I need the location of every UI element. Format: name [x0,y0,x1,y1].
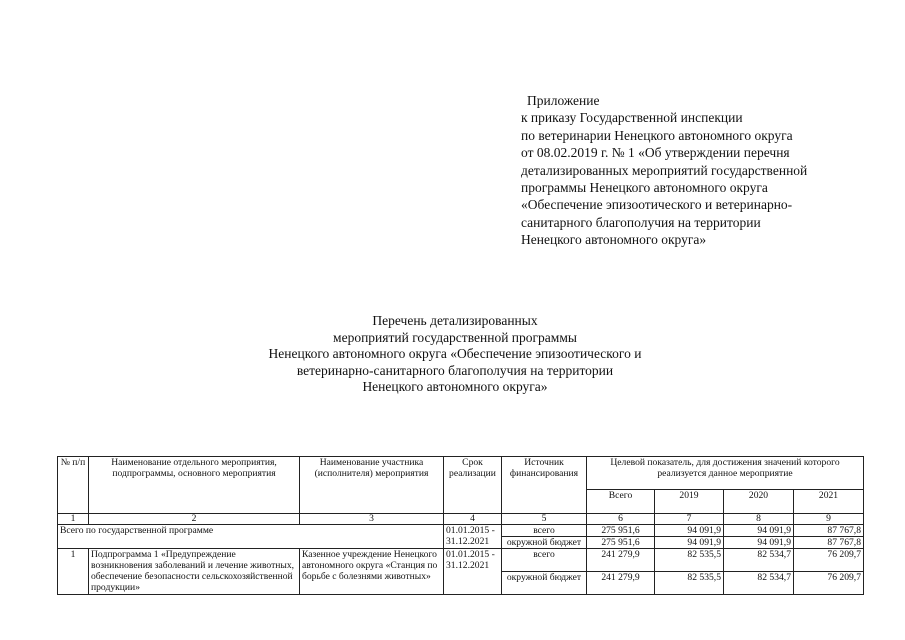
appendix-line: «Обеспечение эпизоотического и ветеринарно- [521,197,793,213]
header-period: Срок реализации [444,457,502,514]
sub1-value-sum: 241 279,9 [587,549,655,572]
total-period: 01.01.2015 - 31.12.2021 [444,525,502,549]
total-budget-sum: 275 951,6 [587,537,655,549]
appendix-line: по ветеринарии Ненецкого автономного округа [521,127,793,143]
sub1-budget-2020: 82 534,7 [724,572,794,595]
column-number: 2 [89,514,300,525]
title-line: мероприятий государственной программы [333,329,577,345]
column-number: 6 [587,514,655,525]
total-value-2021: 87 767,8 [794,525,864,537]
sub1-value-2020: 82 534,7 [724,549,794,572]
total-value-sum: 275 951,6 [587,525,655,537]
total-source-budget: окружной бюджет [502,537,587,549]
header-year-2020: 2020 [724,489,794,513]
column-number: 5 [502,514,587,525]
column-number: 3 [300,514,444,525]
sub1-budget-2019: 82 535,5 [655,572,724,595]
header-target: Целевой показатель, для достижения значений которого реализуется данное мероприятие [587,457,864,490]
column-number: 8 [724,514,794,525]
table-row-subprogram-1 [58,549,864,572]
total-source-all: всего [502,525,587,537]
header-source: Источник финансирования [502,457,587,514]
total-budget-2021: 87 767,8 [794,537,864,549]
sub1-participant: Казенное учреждение Ненецкого автономного округа «Станция по борьбе с болезнями животных» [300,549,444,595]
sub1-source-all: всего [502,549,587,572]
header-participant: Наименование участника (исполнителя) мероприятия [300,457,444,514]
total-value-2019: 94 091,9 [655,525,724,537]
document-title [240,313,670,396]
header-year-2019: 2019 [655,489,724,513]
title-line: Перечень детализированных [372,313,538,328]
column-numbers-row [58,514,864,525]
title-line: Ненецкого автономного округа «Обеспечение эпизоотического и [268,346,642,362]
appendix-block [521,92,861,249]
sub1-num: 1 [58,549,89,595]
appendix-line: санитарного благополучия на территории [521,214,761,230]
header-num: № п/п [58,457,89,514]
header-year-2021: 2021 [794,489,864,513]
total-label: Всего по государственной программе [58,525,444,549]
column-number: 1 [58,514,89,525]
appendix-line: Ненецкого автономного округа» [521,232,707,248]
appendix-line: к приказу Государственной инспекции [521,110,743,126]
header-name: Наименование отдельного мероприятия, подпрограммы, основного мероприятия [89,457,300,514]
column-number: 4 [444,514,502,525]
activities-table [57,456,864,595]
column-number: 7 [655,514,724,525]
appendix-line: Приложение [527,93,600,108]
sub1-name: Подпрограмма 1 «Предупреждение возникновения заболеваний и лечение животных, обеспечение безопасности сельскохозяйственной продукции» [89,549,300,595]
appendix-line: программы Ненецкого автономного округа [521,180,768,196]
total-budget-2020: 94 091,9 [724,537,794,549]
total-budget-2019: 94 091,9 [655,537,724,549]
column-number: 9 [794,514,864,525]
sub1-value-2019: 82 535,5 [655,549,724,572]
appendix-line: от 08.02.2019 г. № 1 «Об утверждении перечня [521,145,790,161]
appendix-line: детализированных мероприятий государственной [521,162,808,178]
title-line: ветеринарно-санитарного благополучия на территории [296,362,614,378]
sub1-budget-sum: 241 279,9 [587,572,655,595]
sub1-value-2021: 76 209,7 [794,549,864,572]
title-line: Ненецкого автономного округа» [362,379,548,395]
sub1-source-budget: окружной бюджет [502,572,587,595]
sub1-budget-2021: 76 209,7 [794,572,864,595]
sub1-period: 01.01.2015 - 31.12.2021 [444,549,502,595]
table-row-total [58,525,864,537]
total-value-2020: 94 091,9 [724,525,794,537]
header-year-total: Всего [587,489,655,513]
